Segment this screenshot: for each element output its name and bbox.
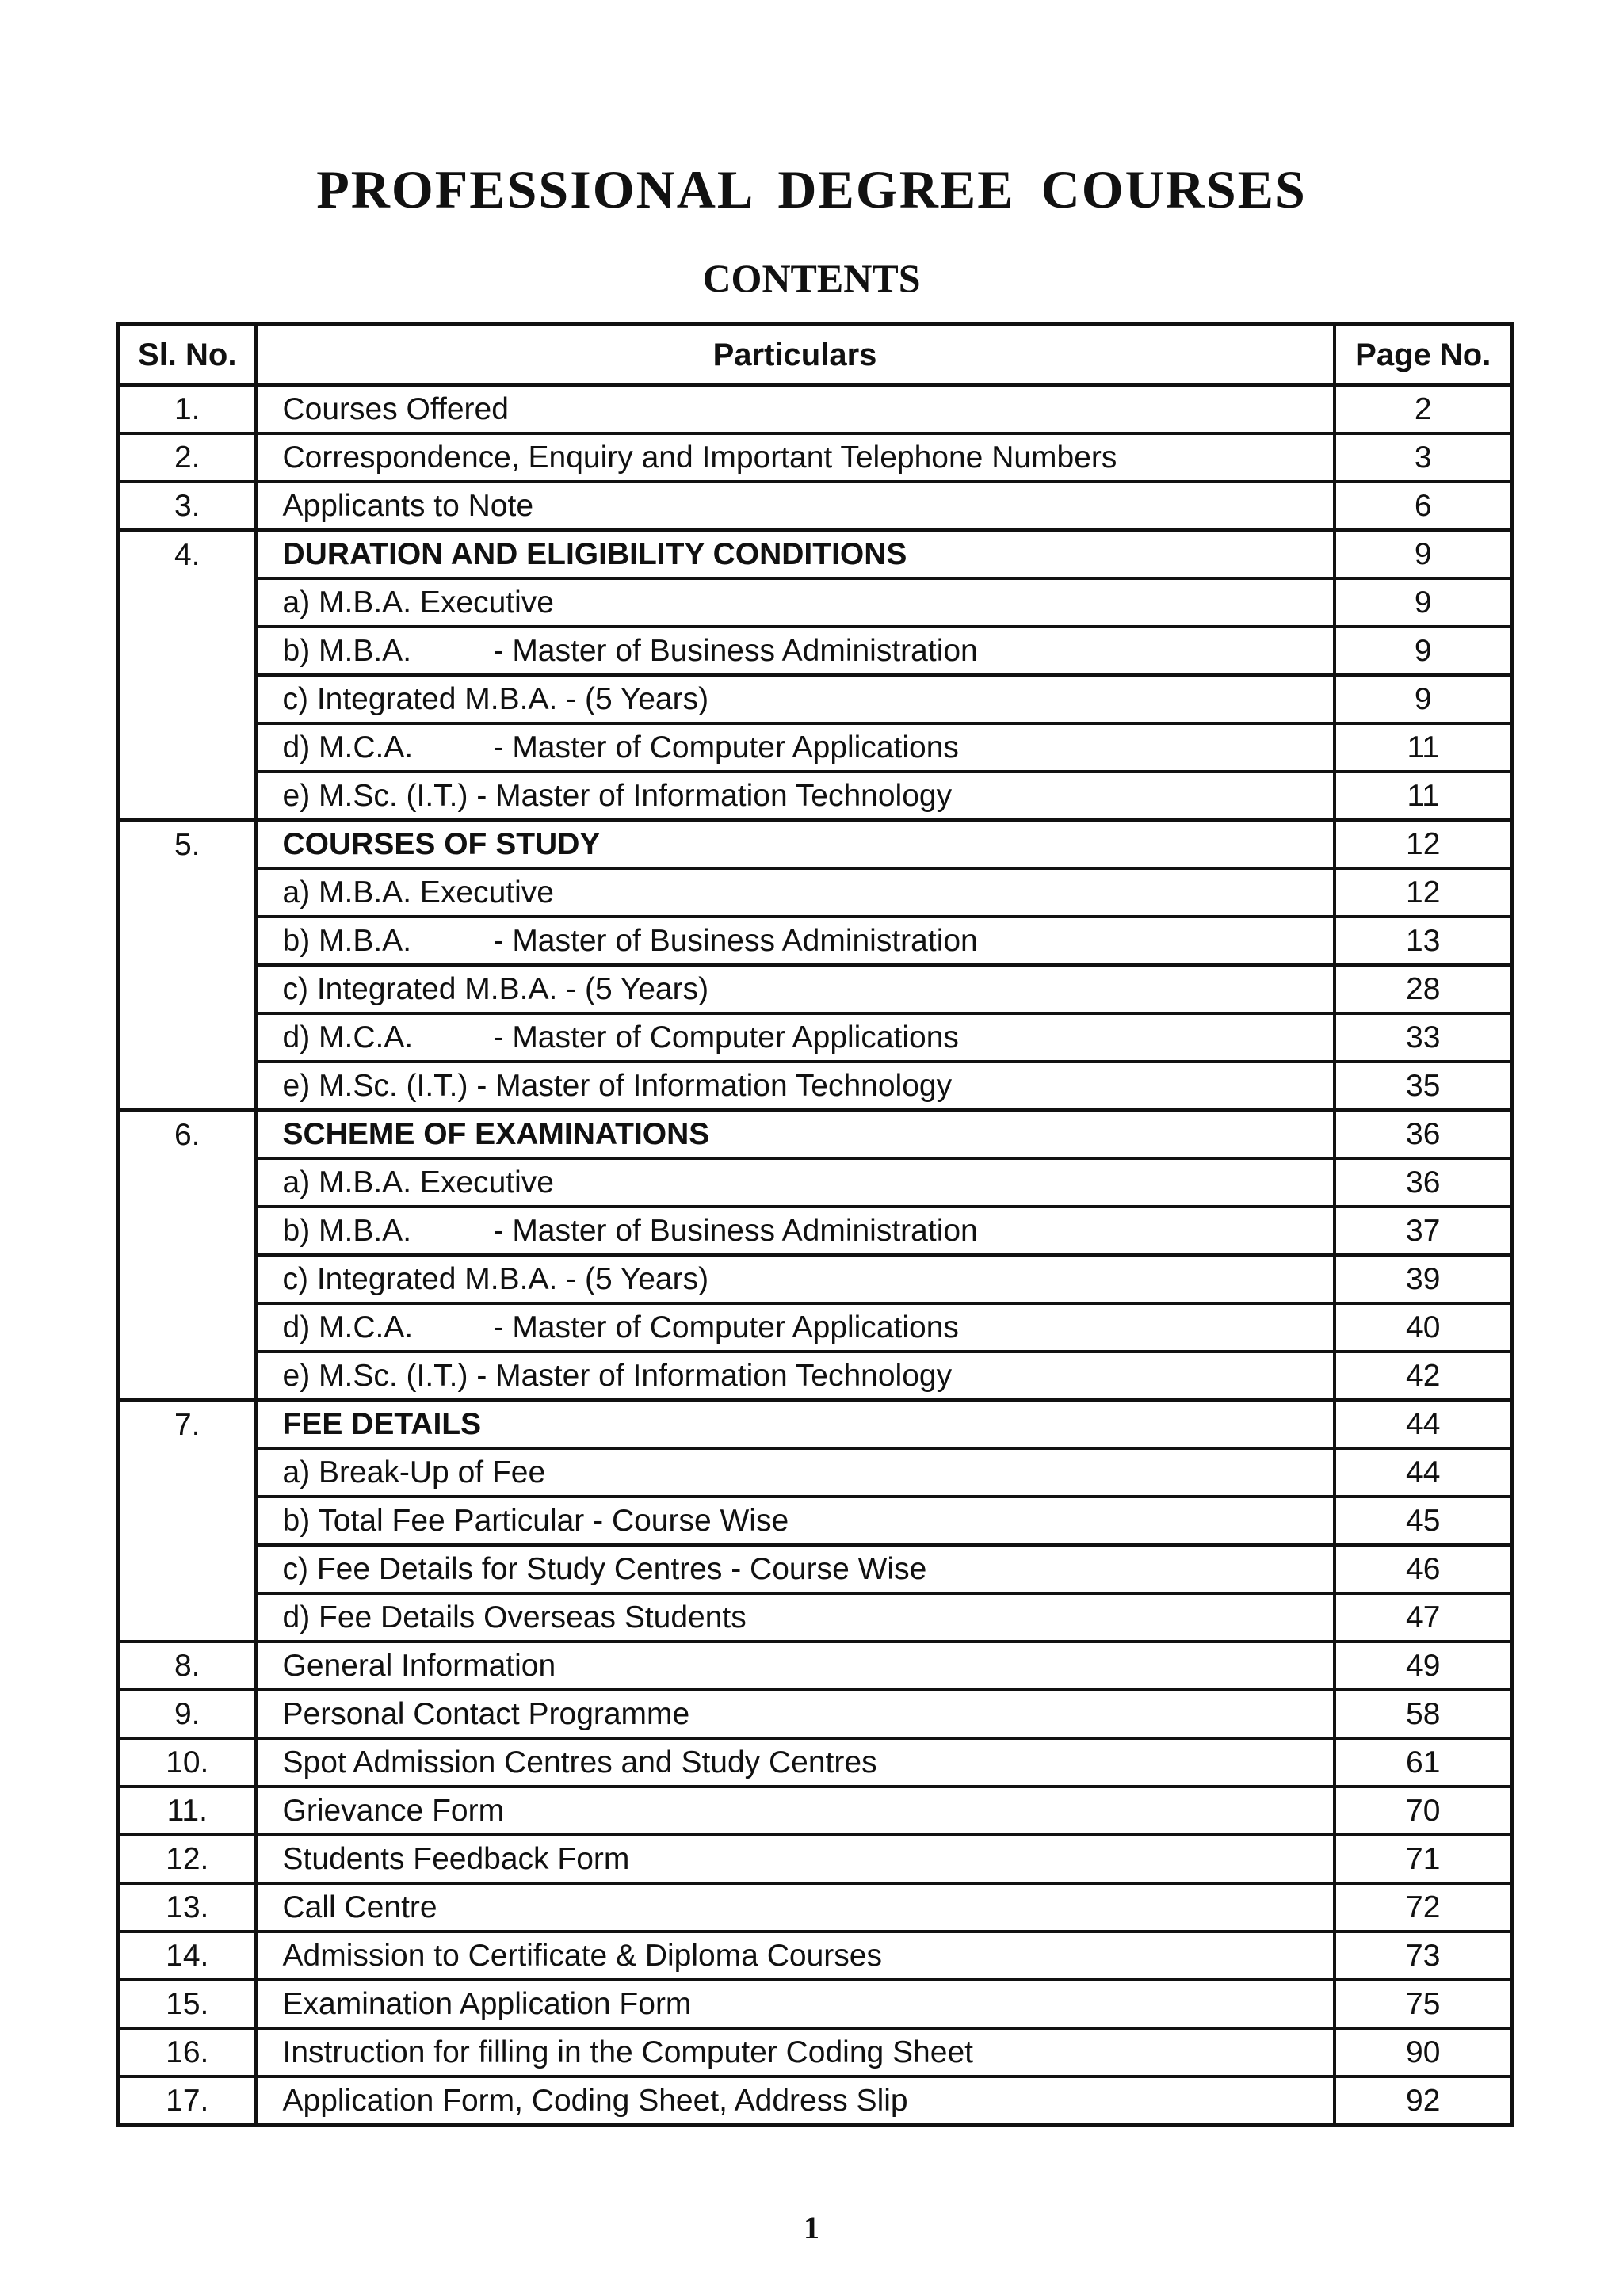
row-page-no: 46 — [1335, 1545, 1513, 1593]
row-page-no: 42 — [1335, 1352, 1513, 1400]
table-row — [119, 1883, 1513, 1932]
header-page-no: Page No. — [1335, 325, 1513, 386]
row-page-no: 12 — [1335, 868, 1513, 917]
table-row — [119, 1642, 1513, 1690]
row-particulars: Personal Contact Programme — [256, 1690, 1335, 1738]
course-code: d) M.C.A. — [282, 1020, 414, 1055]
row-particulars: Application Form, Coding Sheet, Address Slip — [256, 2077, 1335, 2126]
table-row — [119, 772, 1513, 820]
table-row — [119, 1980, 1513, 2028]
row-particulars: d) Fee Details Overseas Students — [256, 1593, 1335, 1642]
course-description: - Master of Business Administration — [493, 1213, 978, 1248]
row-sl-no: 13. — [119, 1883, 256, 1932]
row-particulars: e) M.Sc. (I.T.) - Master of Information Technology — [256, 1352, 1335, 1400]
table-row — [119, 578, 1513, 627]
contents-heading: CONTENTS — [702, 256, 921, 300]
table-row — [119, 1448, 1513, 1497]
row-page-no: 28 — [1335, 965, 1513, 1013]
row-sl-no: 4. — [119, 530, 256, 578]
row-sl-no — [119, 1158, 256, 1207]
course-code: b) M.B.A. — [282, 633, 412, 668]
row-sl-no — [119, 1593, 256, 1642]
table-row — [119, 2028, 1513, 2077]
row-sl-no: 1. — [119, 385, 256, 433]
row-page-no: 49 — [1335, 1642, 1513, 1690]
row-page-no: 9 — [1335, 675, 1513, 723]
table-row — [119, 1110, 1513, 1158]
row-sl-no — [119, 1255, 256, 1303]
course-code: d) M.C.A. — [282, 730, 414, 765]
row-particulars: a) M.B.A. Executive — [256, 868, 1335, 917]
row-page-no: 3 — [1335, 433, 1513, 482]
table-row — [119, 1207, 1513, 1255]
row-sl-no: 10. — [119, 1738, 256, 1787]
row-page-no: 13 — [1335, 917, 1513, 965]
row-sl-no: 14. — [119, 1932, 256, 1980]
row-page-no: 6 — [1335, 482, 1513, 530]
row-sl-no — [119, 1352, 256, 1400]
row-particulars: c) Integrated M.B.A. - (5 Years) — [256, 675, 1335, 723]
row-particulars — [256, 1207, 1335, 1255]
row-page-no: 39 — [1335, 1255, 1513, 1303]
row-page-no: 45 — [1335, 1497, 1513, 1545]
row-page-no: 33 — [1335, 1013, 1513, 1062]
course-code: d) M.C.A. — [282, 1310, 414, 1344]
row-sl-no: 17. — [119, 2077, 256, 2126]
row-page-no: 12 — [1335, 820, 1513, 868]
row-particulars: SCHEME OF EXAMINATIONS — [256, 1110, 1335, 1158]
row-sl-no — [119, 1497, 256, 1545]
row-sl-no — [119, 723, 256, 772]
page-title: PROFESSIONAL DEGREE COURSES — [316, 159, 1307, 219]
table-row — [119, 1400, 1513, 1448]
row-sl-no — [119, 772, 256, 820]
table-row — [119, 723, 1513, 772]
table-row — [119, 385, 1513, 433]
row-page-no: 44 — [1335, 1448, 1513, 1497]
row-sl-no: 11. — [119, 1787, 256, 1835]
row-particulars: a) M.B.A. Executive — [256, 1158, 1335, 1207]
row-particulars: FEE DETAILS — [256, 1400, 1335, 1448]
table-row — [119, 1062, 1513, 1110]
row-page-no: 9 — [1335, 578, 1513, 627]
row-sl-no — [119, 1448, 256, 1497]
row-sl-no — [119, 578, 256, 627]
row-particulars: DURATION AND ELIGIBILITY CONDITIONS — [256, 530, 1335, 578]
row-page-no: 73 — [1335, 1932, 1513, 1980]
course-description: - Master of Business Administration — [493, 633, 978, 668]
table-row — [119, 1303, 1513, 1352]
row-sl-no: 5. — [119, 820, 256, 868]
contents-table — [116, 322, 1514, 2127]
table-header-row — [119, 325, 1513, 386]
row-particulars: Admission to Certificate & Diploma Courses — [256, 1932, 1335, 1980]
row-page-no: 40 — [1335, 1303, 1513, 1352]
row-particulars: a) M.B.A. Executive — [256, 578, 1335, 627]
row-particulars: Examination Application Form — [256, 1980, 1335, 2028]
row-page-no: 61 — [1335, 1738, 1513, 1787]
row-page-no: 11 — [1335, 772, 1513, 820]
row-particulars — [256, 917, 1335, 965]
row-particulars: Correspondence, Enquiry and Important Telephone Numbers — [256, 433, 1335, 482]
course-description: - Master of Computer Applications — [493, 730, 959, 765]
row-particulars: c) Integrated M.B.A. - (5 Years) — [256, 965, 1335, 1013]
row-page-no: 90 — [1335, 2028, 1513, 2077]
row-particulars: Instruction for filling in the Computer Coding Sheet — [256, 2028, 1335, 2077]
course-code: b) M.B.A. — [282, 923, 412, 958]
row-page-no: 37 — [1335, 1207, 1513, 1255]
row-page-no: 58 — [1335, 1690, 1513, 1738]
table-row — [119, 482, 1513, 530]
row-particulars: Grievance Form — [256, 1787, 1335, 1835]
row-sl-no — [119, 1545, 256, 1593]
table-row — [119, 1545, 1513, 1593]
row-particulars — [256, 723, 1335, 772]
table-row — [119, 2077, 1513, 2126]
table-row — [119, 1255, 1513, 1303]
row-sl-no — [119, 1013, 256, 1062]
row-sl-no: 9. — [119, 1690, 256, 1738]
course-description: - Master of Computer Applications — [493, 1310, 959, 1344]
page-number: 1 — [804, 2210, 819, 2245]
row-page-no: 70 — [1335, 1787, 1513, 1835]
row-particulars — [256, 1303, 1335, 1352]
row-page-no: 9 — [1335, 627, 1513, 675]
row-sl-no: 2. — [119, 433, 256, 482]
table-row — [119, 627, 1513, 675]
row-particulars: a) Break-Up of Fee — [256, 1448, 1335, 1497]
table-row — [119, 1787, 1513, 1835]
table-row — [119, 1013, 1513, 1062]
row-sl-no — [119, 1062, 256, 1110]
row-page-no: 92 — [1335, 2077, 1513, 2126]
table-row — [119, 1497, 1513, 1545]
row-page-no: 44 — [1335, 1400, 1513, 1448]
row-page-no: 75 — [1335, 1980, 1513, 2028]
row-particulars: COURSES OF STUDY — [256, 820, 1335, 868]
row-page-no: 36 — [1335, 1110, 1513, 1158]
table-row — [119, 1932, 1513, 1980]
table-row — [119, 675, 1513, 723]
row-page-no: 9 — [1335, 530, 1513, 578]
row-sl-no — [119, 627, 256, 675]
row-particulars: e) M.Sc. (I.T.) - Master of Information Technology — [256, 772, 1335, 820]
row-page-no: 47 — [1335, 1593, 1513, 1642]
table-row — [119, 917, 1513, 965]
row-particulars: Spot Admission Centres and Study Centres — [256, 1738, 1335, 1787]
row-page-no: 2 — [1335, 385, 1513, 433]
contents-table-body — [119, 385, 1513, 2126]
row-particulars — [256, 1013, 1335, 1062]
course-description: - Master of Computer Applications — [493, 1020, 959, 1055]
row-sl-no: 3. — [119, 482, 256, 530]
row-particulars: b) Total Fee Particular - Course Wise — [256, 1497, 1335, 1545]
row-sl-no — [119, 675, 256, 723]
header-particulars: Particulars — [256, 325, 1335, 386]
table-row — [119, 1593, 1513, 1642]
course-code: b) M.B.A. — [282, 1213, 412, 1248]
row-particulars: Courses Offered — [256, 385, 1335, 433]
row-particulars — [256, 627, 1335, 675]
course-description: - Master of Business Administration — [493, 923, 978, 958]
row-particulars: Students Feedback Form — [256, 1835, 1335, 1883]
table-row — [119, 820, 1513, 868]
row-particulars: c) Integrated M.B.A. - (5 Years) — [256, 1255, 1335, 1303]
table-row — [119, 1835, 1513, 1883]
row-page-no: 11 — [1335, 723, 1513, 772]
row-sl-no: 8. — [119, 1642, 256, 1690]
row-particulars: Applicants to Note — [256, 482, 1335, 530]
row-sl-no — [119, 1303, 256, 1352]
row-sl-no — [119, 917, 256, 965]
row-sl-no: 16. — [119, 2028, 256, 2077]
table-row — [119, 433, 1513, 482]
row-sl-no: 6. — [119, 1110, 256, 1158]
row-sl-no: 7. — [119, 1400, 256, 1448]
table-row — [119, 1158, 1513, 1207]
table-row — [119, 1690, 1513, 1738]
row-sl-no: 15. — [119, 1980, 256, 2028]
table-row — [119, 530, 1513, 578]
row-particulars: e) M.Sc. (I.T.) - Master of Information Technology — [256, 1062, 1335, 1110]
table-row — [119, 868, 1513, 917]
table-row — [119, 1352, 1513, 1400]
table-row — [119, 1738, 1513, 1787]
row-particulars: Call Centre — [256, 1883, 1335, 1932]
row-sl-no — [119, 868, 256, 917]
row-particulars: General Information — [256, 1642, 1335, 1690]
table-row — [119, 965, 1513, 1013]
row-page-no: 71 — [1335, 1835, 1513, 1883]
row-page-no: 36 — [1335, 1158, 1513, 1207]
row-page-no: 35 — [1335, 1062, 1513, 1110]
row-sl-no — [119, 1207, 256, 1255]
row-sl-no: 12. — [119, 1835, 256, 1883]
row-page-no: 72 — [1335, 1883, 1513, 1932]
row-particulars: c) Fee Details for Study Centres - Course Wise — [256, 1545, 1335, 1593]
row-sl-no — [119, 965, 256, 1013]
header-sl-no: Sl. No. — [119, 325, 256, 386]
